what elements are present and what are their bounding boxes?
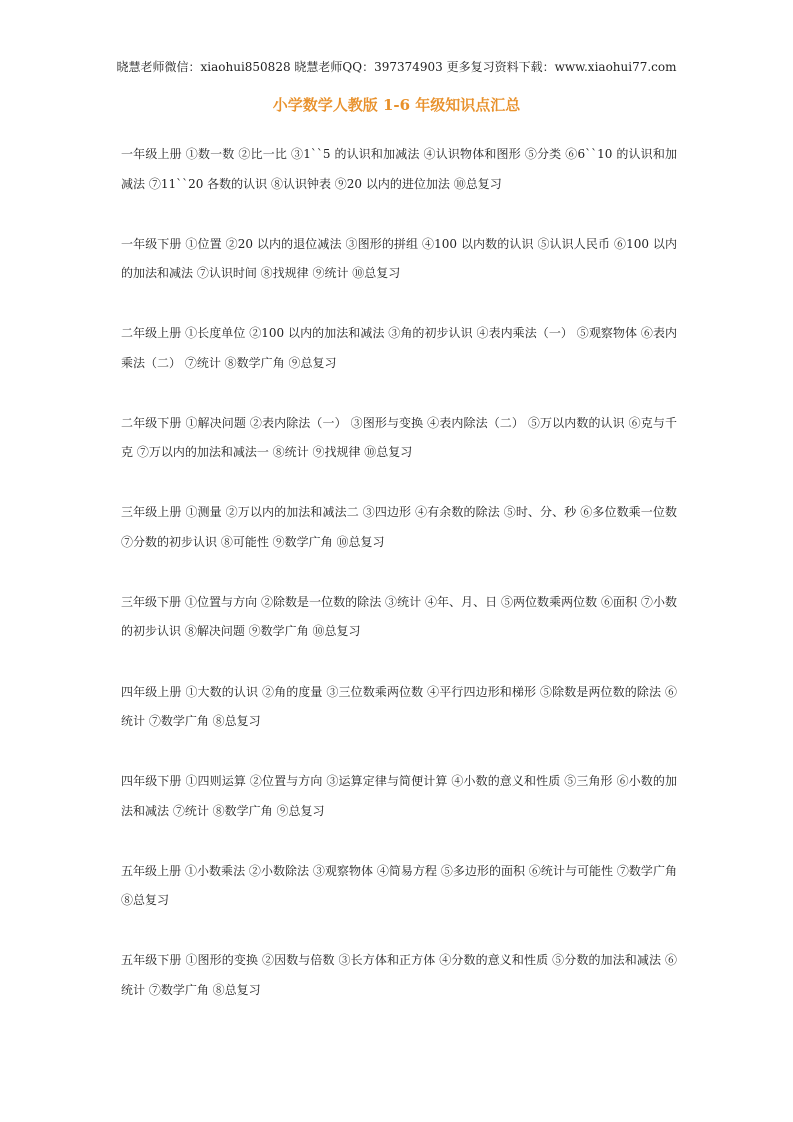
section-grade1-second-half: 一年级下册 ①位置 ②20 以内的退位减法 ③图形的拼组 ④100 以内数的认识 ⑤认识人民币 ⑥100 以内的加法和减法 ⑦认识时间 ⑧找规律 ⑨统计 ⑩总复习 [121,236,677,281]
document-title: 小学数学人教版 1-6 年级知识点汇总 [272,96,521,114]
section-grade3-second-half: 三年级下册 ①位置与方向 ②除数是一位数的除法 ③统计 ④年、月、日 ⑤两位数乘两位数 ⑥面积 ⑦小数的初步认识 ⑧解决问题 ⑨数学广角 ⑩总复习 [121,594,677,639]
section-grade5-second-half: 五年级下册 ①图形的变换 ②因数与倍数 ③长方体和正方体 ④分数的意义和性质 ⑤分数的加法和减法 ⑥统计 ⑦数学广角 ⑧总复习 [121,953,677,997]
section-grade2-second-half: 二年级下册 ①解决问题 ②表内除法（一） ③图形与变换 ④表内除法（二） ⑤万以内数的认识 ⑥克与千克 ⑦万以内的加法和减法一 ⑧统计 ⑨找规律 ⑩总复习 [121,415,677,460]
knowledge-sections [121,140,677,1036]
page-header: 晓慧老师微信：xiaohui850828 晓慧老师QQ：397374903 更多复习资料下载：www.xiaohui77.com [116,60,677,74]
section-grade3-first-half: 三年级上册 ①测量 ②万以内的加法和减法二 ③四边形 ④有余数的除法 ⑤时、分、秒 ⑥多位数乘一位数 ⑦分数的初步认识 ⑧可能性 ⑨数学广角 ⑩总复习 [121,505,677,549]
section-grade2-first-half: 二年级上册 ①长度单位 ②100 以内的加法和减法 ③角的初步认识 ④表内乘法（一） ⑤观察物体 ⑥表内乘法（二） ⑦统计 ⑧数学广角 ⑨总复习 [121,326,677,370]
section-grade4-first-half: 四年级上册 ①大数的认识 ②角的度量 ③三位数乘两位数 ④平行四边形和梯形 ⑤除数是两位数的除法 ⑥统计 ⑦数学广角 ⑧总复习 [121,684,677,729]
section-grade1-first-half: 一年级上册 ①数一数 ②比一比 ③1``5 的认识和加减法 ④认识物体和图形 ⑤分类 ⑥6``10 的认识和加减法 ⑦11``20 各数的认识 ⑧认识钟表 ⑨20 以内的进位加法 ⑩总复习 [121,147,677,191]
section-grade4-second-half: 四年级下册 ①四则运算 ②位置与方向 ③运算定律与简便计算 ④小数的意义和性质 ⑤三角形 ⑥小数的加法和减法 ⑦统计 ⑧数学广角 ⑨总复习 [121,774,677,818]
section-grade5-first-half: 五年级上册 ①小数乘法 ②小数除法 ③观察物体 ④简易方程 ⑤多边形的面积 ⑥统计与可能性 ⑦数学广角 ⑧总复习 [121,863,677,908]
